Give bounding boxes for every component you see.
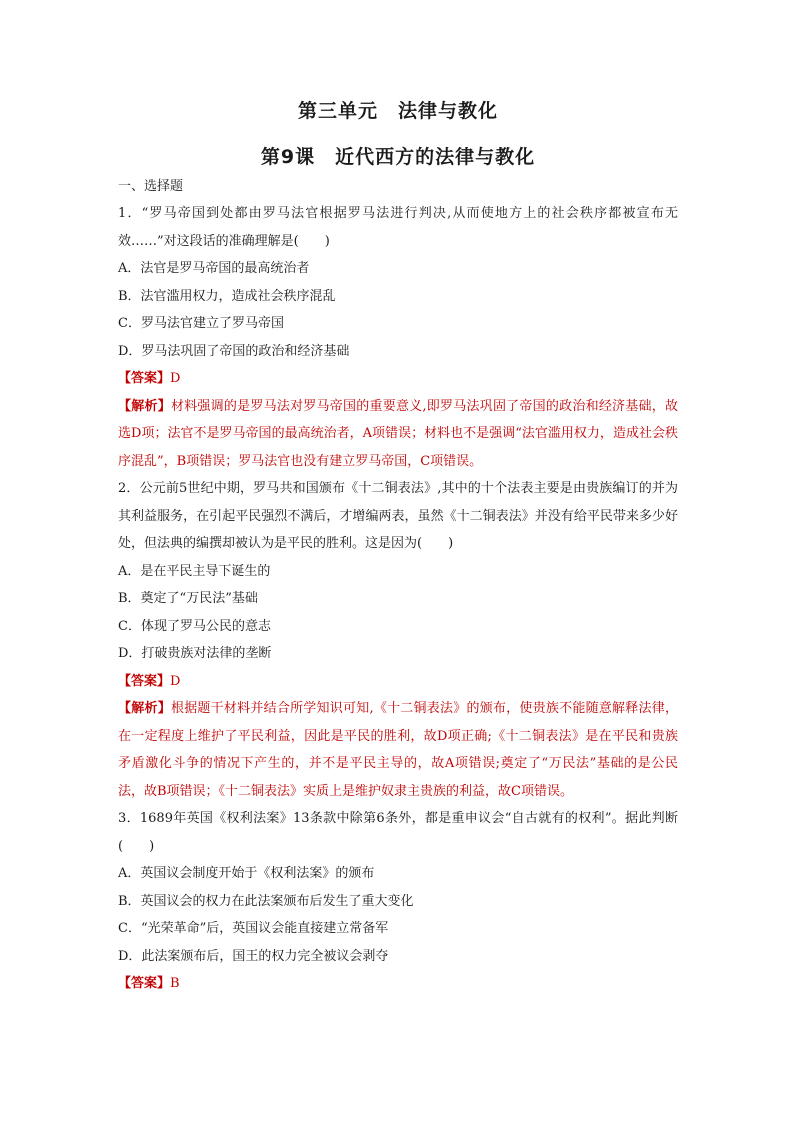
question-2 (118, 475, 678, 805)
analysis-text: 根据题干材料并结合所学知识可知,《十二铜表法》的颁布，使贵族不能随意解释法律，在一定程度上维护了平民利益，因此是平民的胜利，故D项正确;《十二铜表法》是在平民和贵族矛盾激化斗争的情况下产生的，并不是平民主导的，故A项错误;奠定了“万民法”基础的是公民法，故B项错误；《十二铜表法》实质上是维护奴隶主贵族的利益，故C项错误。 (118, 701, 678, 799)
analysis-block (118, 393, 678, 476)
answer-label: 【答案】 (118, 976, 171, 991)
answer-label: 【答案】 (118, 371, 171, 386)
option-b: B．奠定了“万民法”基础 (118, 591, 258, 606)
question-1 (118, 200, 678, 475)
question-stem: 3．1689年英国《权利法案》13条款中除第6条外，都是重申议会“自古就有的权利”。据此判断( ) (118, 811, 678, 854)
answer-value: B (170, 976, 180, 991)
option-a: A．是在平民主导下诞生的 (118, 563, 271, 579)
section-heading: 一、选择题 (118, 179, 184, 194)
option-b: B．法官滥用权力，造成社会秩序混乱 (118, 288, 336, 304)
answer-value: D (170, 673, 181, 689)
option-a: A．英国议会制度开始于《权利法案》的颁布 (118, 866, 375, 881)
question-stem: 1．“罗马帝国到处都由罗马法官根据罗马法进行判决,从而使地方上的社会秩序都被宣布无效……”对这段话的准确理解是( ) (118, 206, 678, 249)
answer-value: D (170, 371, 181, 386)
analysis-label: 【解析】 (118, 398, 171, 414)
answer-line (118, 365, 678, 393)
document-page (118, 98, 678, 998)
lesson-title: 第9课 近代西方的法律与教化 (260, 146, 536, 168)
option-c: C．“光荣革命”后，英国议会能直接建立常备军 (118, 921, 389, 936)
option-d: D．此法案颁布后，国王的权力完全被议会剥夺 (118, 948, 389, 964)
option-b: B．英国议会的权力在此法案颁布后发生了重大变化 (118, 893, 414, 909)
option-c: C．体现了罗马公民的意志 (118, 618, 271, 634)
answer-line (118, 668, 678, 696)
analysis-text: 材料强调的是罗马法对罗马帝国的重要意义,即罗马法巩固了帝国的政治和经济基础，故选D项；法官不是罗马帝国的最高统治者，A项错误；材料也不是强调“法官滥用权力，造成社会秩序混乱”，B项错误；罗马法官也没有建立罗马帝国，C项错误。 (118, 398, 678, 469)
option-c: C．罗马法官建立了罗马帝国 (118, 316, 284, 331)
analysis-label: 【解析】 (118, 701, 171, 716)
answer-line (118, 970, 678, 998)
question-stem: 2．公元前5世纪中期，罗马共和国颁布《十二铜表法》,其中的十个法表主要是由贵族编订的并为其利益服务，在引起平民强烈不满后，才增编两表，虽然《十二铜表法》并没有给平民带来多少好处，但法典的编撰却被认为是平民的胜利。这是因为( ) (118, 481, 678, 551)
unit-title: 第三单元 法律与教化 (297, 100, 498, 122)
question-3 (118, 805, 678, 998)
option-d: D．打破贵族对法律的垄断 (118, 646, 272, 661)
answer-label: 【答案】 (118, 673, 171, 689)
analysis-block (118, 695, 678, 805)
option-a: A．法官是罗马帝国的最高统治者 (118, 261, 310, 276)
option-d: D．罗马法巩固了帝国的政治和经济基础 (118, 343, 350, 359)
